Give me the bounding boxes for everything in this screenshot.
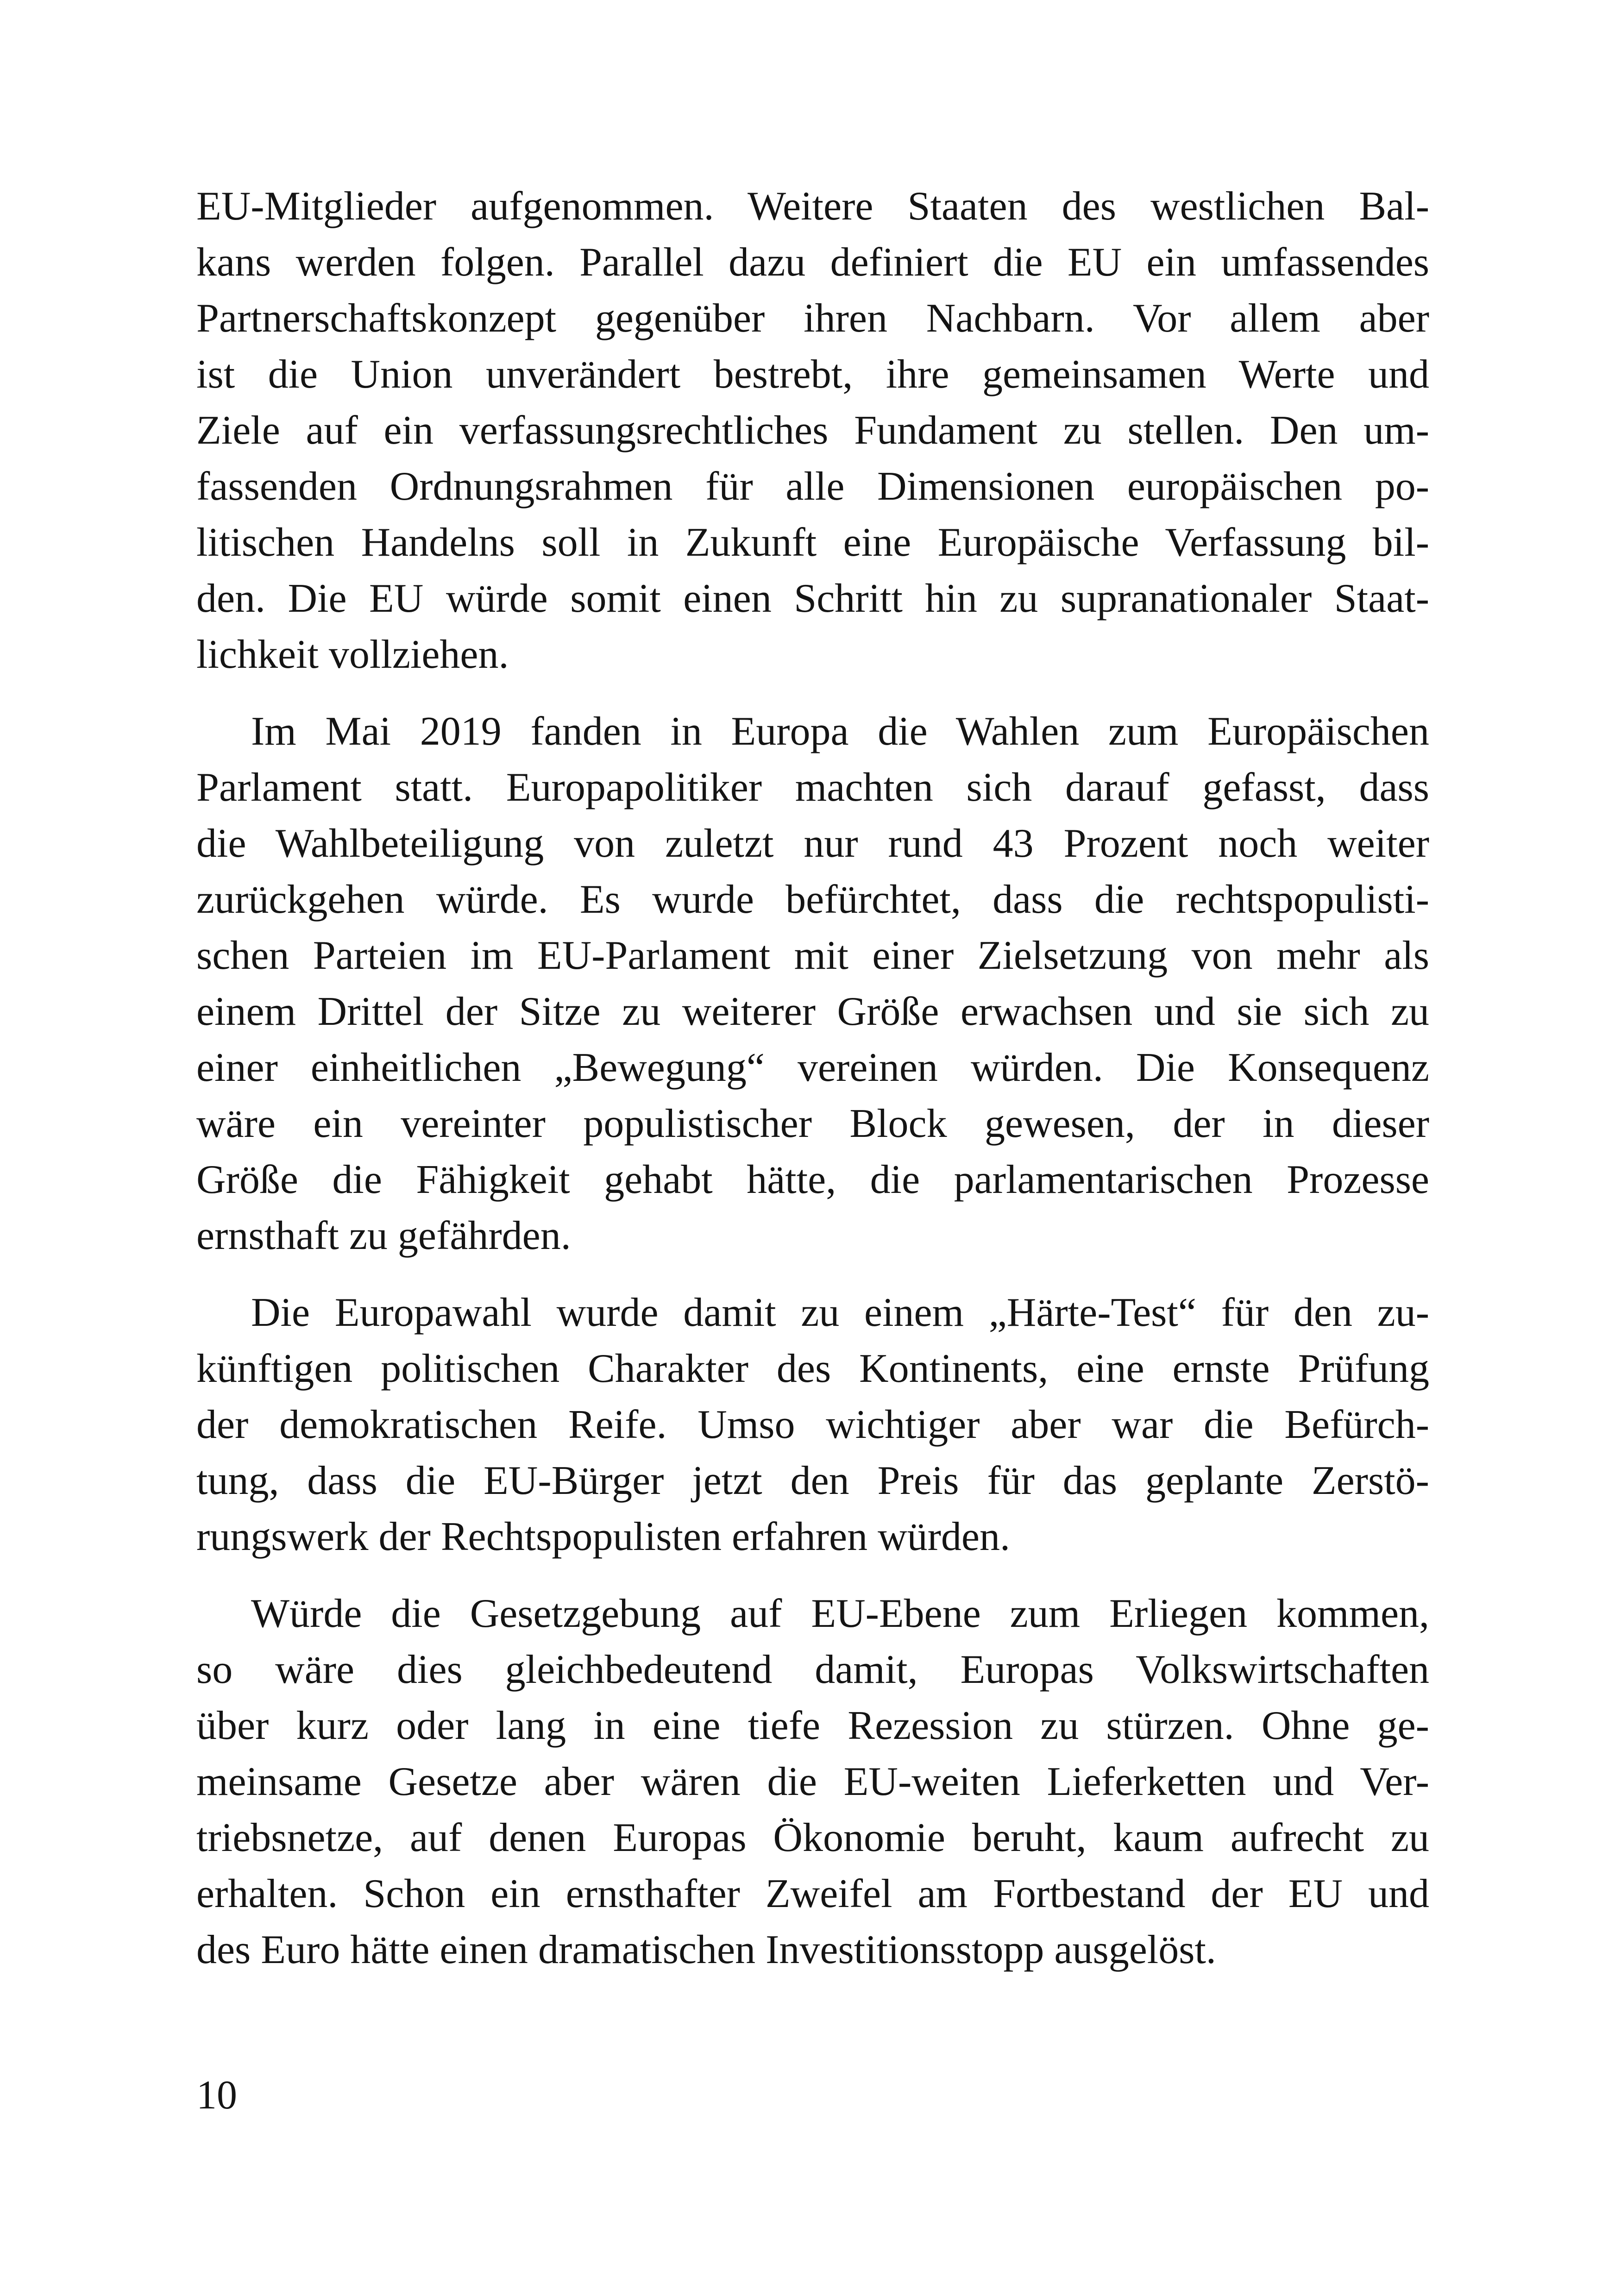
text-line: Größe die Fähigkeit gehabt hätte, die parlamentarischen Prozesse	[196, 1157, 1429, 1202]
body-text	[196, 178, 1429, 1978]
page-number: 10	[196, 2073, 237, 2118]
paragraph	[196, 1586, 1429, 1978]
text-line: Parlament statt. Europapolitiker machten sich darauf gefasst, dass	[196, 765, 1429, 810]
text-line: über kurz oder lang in eine tiefe Rezession zu stürzen. Ohne ge-	[196, 1703, 1429, 1748]
paragraph	[196, 703, 1429, 1264]
text-line: wäre ein vereinter populistischer Block gewesen, der in dieser	[196, 1101, 1429, 1146]
text-line: erhalten. Schon ein ernsthafter Zweifel am Fortbestand der EU und	[196, 1871, 1429, 1916]
paragraph	[196, 1285, 1429, 1565]
text-line: den. Die EU würde somit einen Schritt hin zu supranationaler Staat-	[196, 576, 1429, 621]
text-line: lichkeit vollziehen.	[196, 632, 509, 677]
text-line: einem Drittel der Sitze zu weiterer Größe erwachsen und sie sich zu	[196, 989, 1429, 1034]
text-line: rungswerk der Rechtspopulisten erfahren würden.	[196, 1514, 1010, 1559]
paragraph	[196, 178, 1429, 683]
text-line: triebsnetze, auf denen Europas Ökonomie beruht, kaum aufrecht zu	[196, 1815, 1429, 1860]
text-line: tung, dass die EU-Bürger jetzt den Preis für das geplante Zerstö-	[196, 1458, 1429, 1503]
text-line: EU-Mitglieder aufgenommen. Weitere Staaten des westlichen Bal-	[196, 184, 1429, 229]
text-line: ist die Union unverändert bestrebt, ihre gemeinsamen Werte und	[196, 352, 1429, 397]
text-line: künftigen politischen Charakter des Kontinents, eine ernste Prüfung	[196, 1346, 1429, 1391]
text-line: Die Europawahl wurde damit zu einem „Härte-Test“ für den zu-	[251, 1290, 1429, 1335]
text-line: meinsame Gesetze aber wären die EU-weiten Lieferketten und Ver-	[196, 1759, 1429, 1804]
text-line: schen Parteien im EU-Parlament mit einer Zielsetzung von mehr als	[196, 933, 1429, 978]
text-line: Ziele auf ein verfassungsrechtliches Fundament zu stellen. Den um-	[196, 408, 1429, 453]
text-line: fassenden Ordnungsrahmen für alle Dimensionen europäischen po-	[196, 464, 1429, 509]
text-line: der demokratischen Reife. Umso wichtiger aber war die Befürch-	[196, 1402, 1429, 1447]
text-line: des Euro hätte einen dramatischen Investitionsstopp ausgelöst.	[196, 1927, 1216, 1972]
text-line: zurückgehen würde. Es wurde befürchtet, dass die rechtspopulisti-	[196, 877, 1429, 922]
text-line: kans werden folgen. Parallel dazu definiert die EU ein umfassendes	[196, 240, 1429, 285]
text-line: ernsthaft zu gefährden.	[196, 1213, 571, 1258]
text-line: so wäre dies gleichbedeutend damit, Europas Volkswirtschaften	[196, 1647, 1429, 1692]
text-line: die Wahlbeteiligung von zuletzt nur rund 43 Prozent noch weiter	[196, 821, 1429, 866]
text-line: litischen Handelns soll in Zukunft eine Europäische Verfassung bil-	[196, 520, 1429, 565]
text-line: einer einheitlichen „Bewegung“ vereinen würden. Die Konsequenz	[196, 1045, 1429, 1090]
text-line: Im Mai 2019 fanden in Europa die Wahlen zum Europäischen	[251, 709, 1429, 754]
text-line: Würde die Gesetzgebung auf EU-Ebene zum Erliegen kommen,	[251, 1591, 1429, 1636]
text-line: Partnerschaftskonzept gegenüber ihren Nachbarn. Vor allem aber	[196, 296, 1429, 341]
